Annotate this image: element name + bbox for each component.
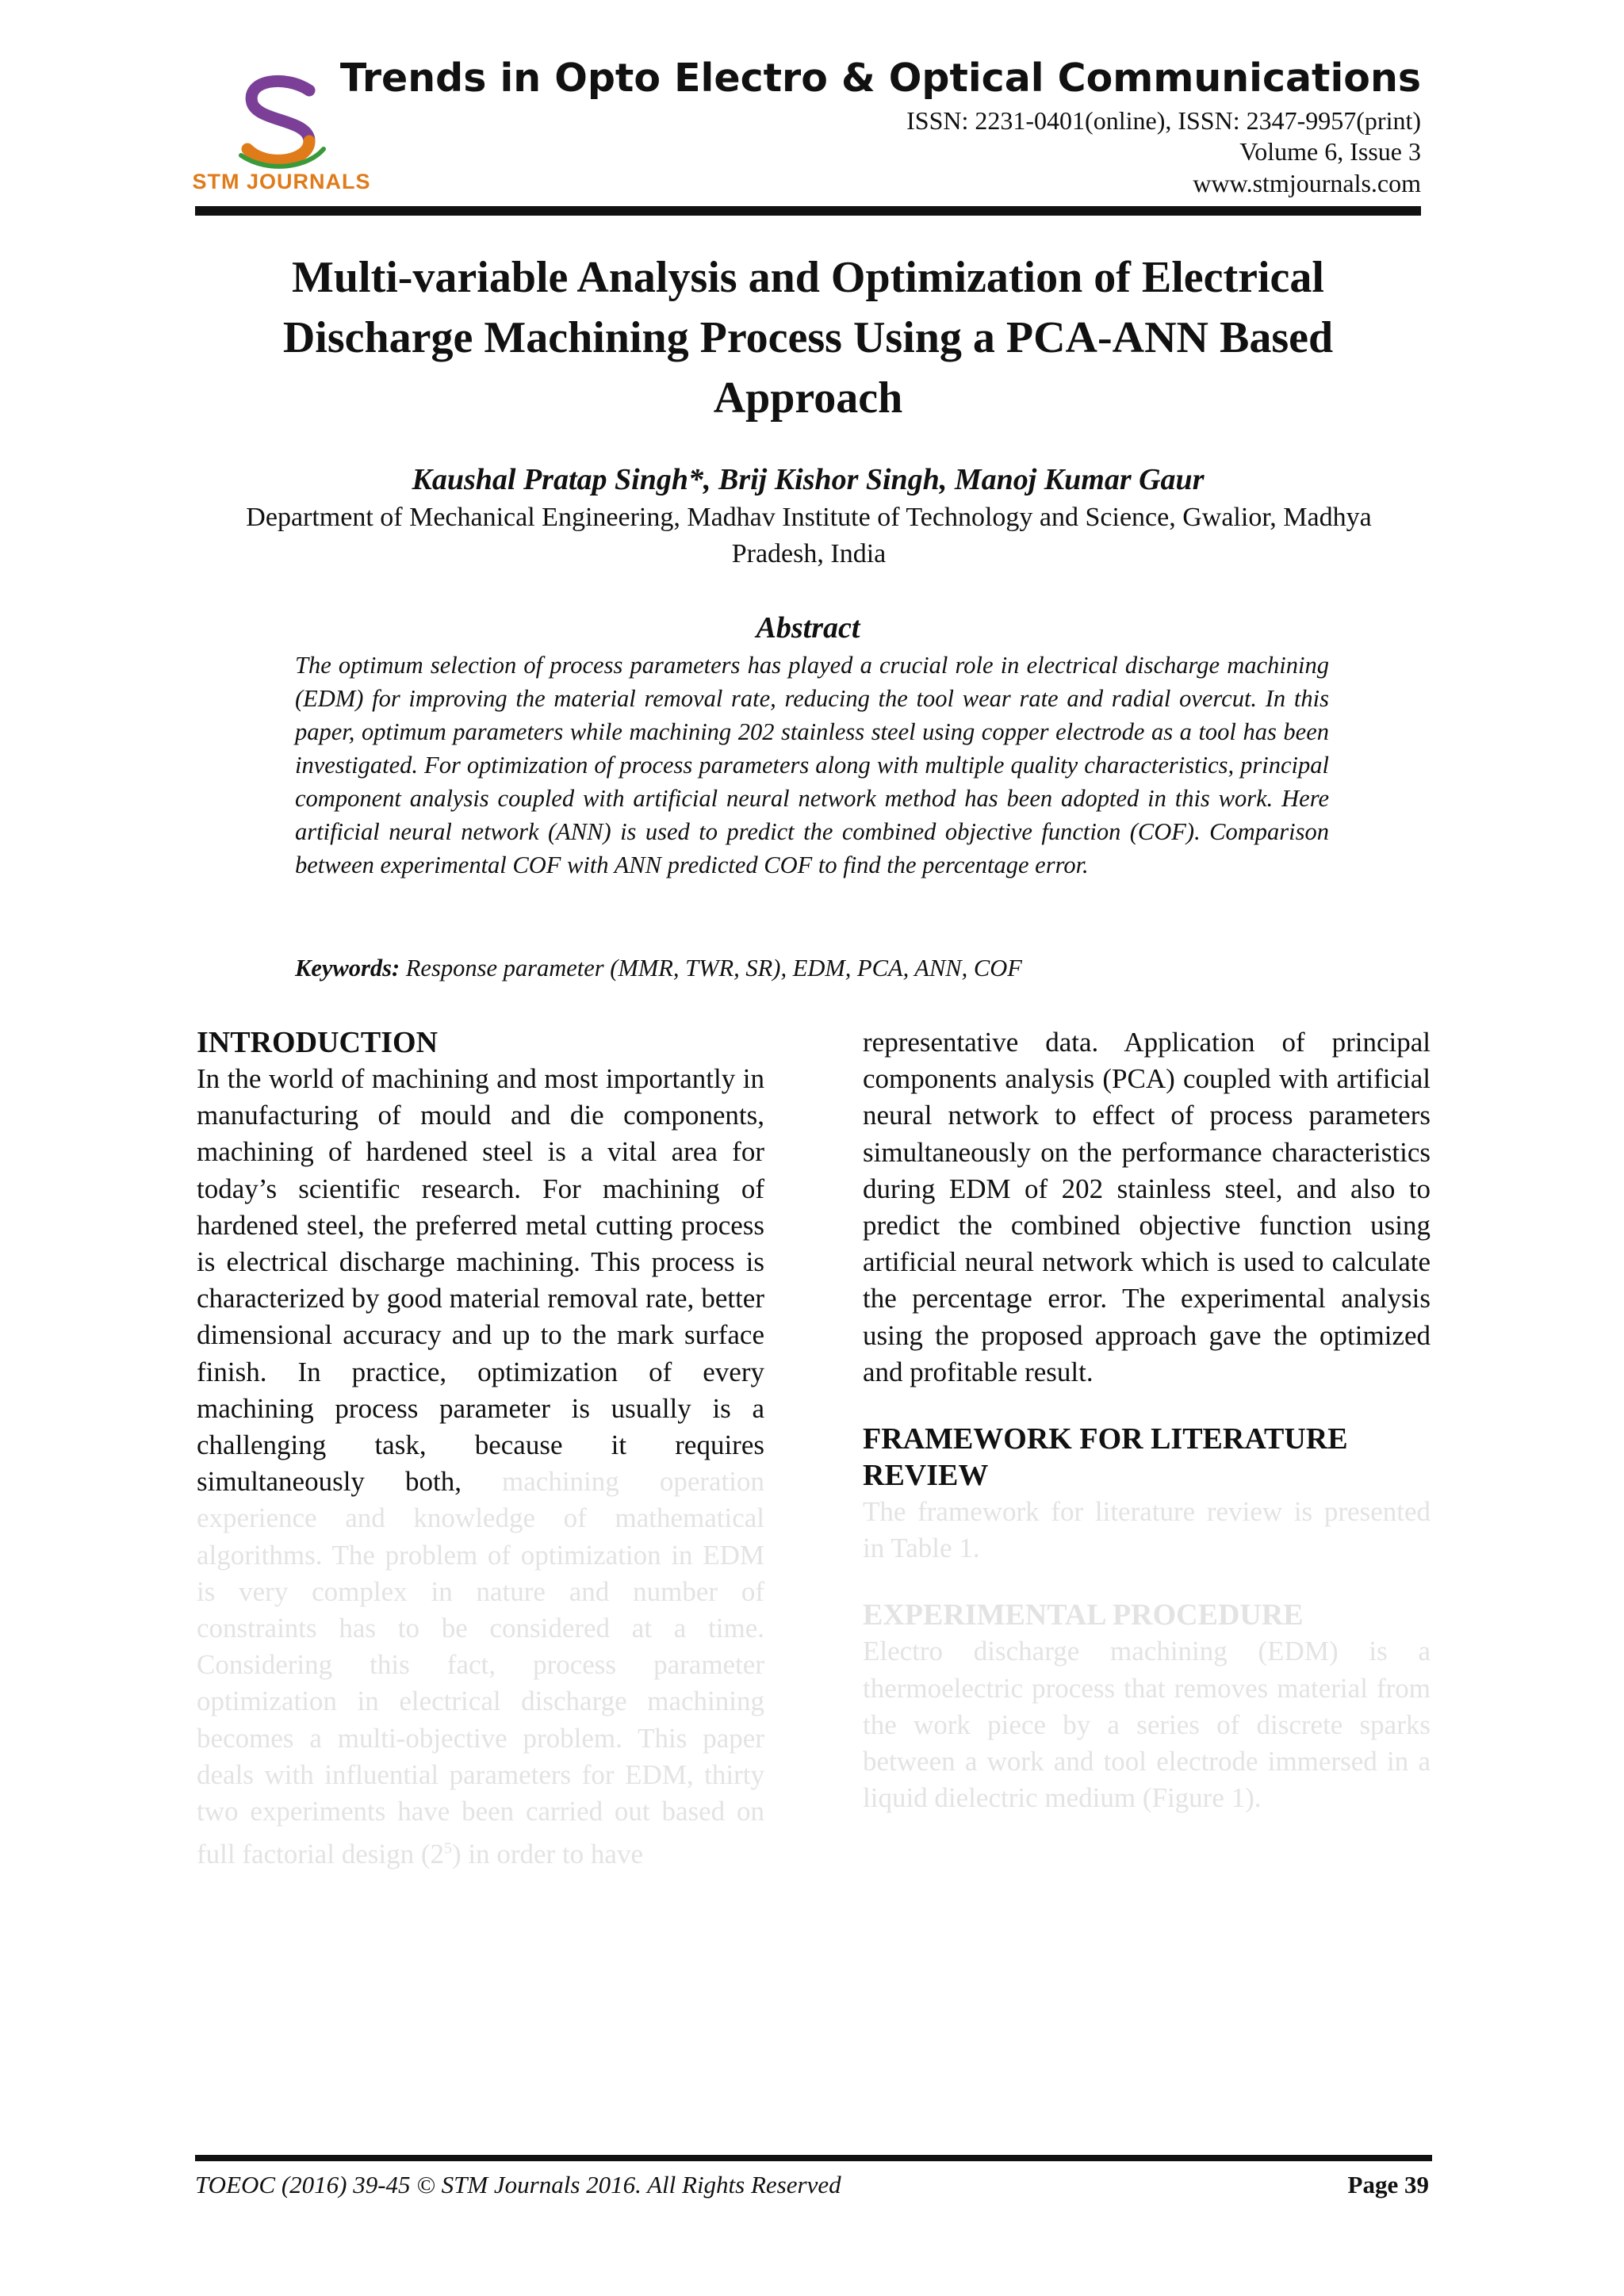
journal-title: Trends in Opto Electro & Optical Communications (339, 55, 1421, 101)
introduction-faded-text (197, 1466, 764, 1869)
exponent: 5 (443, 1839, 452, 1858)
section-heading-introduction: INTRODUCTION (197, 1026, 439, 1059)
right-column (863, 1024, 1431, 1816)
journal-website-link[interactable]: www.stmjournals.com (1193, 169, 1421, 197)
author-list: Kaushal Pratap Singh*, Brij Kishor Singh, Manoj Kumar Gaur (412, 463, 1205, 496)
abstract-body: The optimum selection of process parameters has played a crucial role in electrical discharge machining (EDM) for improving the material removal rate, reducing the tool wear rate and radial overcut. In this paper, optimum parameters while machining 202 stainless steel using copper electrode as a tool has been investigated. For optimization of process parameters along with multiple quality characteristics, principal component analysis coupled with artificial neural network method has been adopted in this work. Here artificial neural network (ANN) is used to predict the combined objective function (COF). Comparison between experimental COF with ANN predicted COF to find the percentage error. (295, 652, 1329, 878)
paper-title-line: Multi-variable Analysis and Optimization of Electrical (292, 253, 1324, 302)
volume-issue: Volume 6, Issue 3 (1239, 137, 1421, 166)
faded-text: machining operation experience and knowledge of mathematical algorithms. The problem of optimization in EDM is very complex in nature and number of constraints has to be considered at a time. Considering this fact, process parameter optimization in electrical discharge machining becomes a multi-objective problem. This paper deals with influential parameters for EDM, thirty two experiments have been carried out based on full factorial design (2 (197, 1466, 765, 1869)
keywords-list: Response parameter (MMR, TWR, SR), EDM, PCA, ANN, COF (405, 955, 1022, 982)
abstract-heading: Abstract (756, 611, 860, 645)
experimental-paragraph: Electro discharge machining (EDM) is a thermoelectric process that removes material from the work piece by a series of discrete sparks between a work and tool electrode immersed in a liquid dielectric medium (Figure 1). (863, 1636, 1431, 1814)
page-number: Page 39 (1347, 2171, 1429, 2198)
author-affiliation: Department of Mechanical Engineering, Madhav Institute of Technology and Science, Gwalior, Madhya Pradesh, India (246, 503, 1372, 568)
section-heading-framework: FRAMEWORK FOR LITERATURE REVIEW (863, 1422, 1348, 1493)
introduction-paragraph (197, 1061, 764, 1873)
left-column (197, 1024, 764, 1873)
introduction-continued: representative data. Application of principal components analysis (PCA) coupled with artificial neural network to effect of process parameters simultaneously on the performance characteristics during EDM of 202 stainless steel, and also to predict the combined objective function using artificial neural network which is used to calculate the percentage error. The experimental analysis using the proposed approach gave the optimized and profitable result. (863, 1027, 1431, 1387)
footer-citation: TOEOC (2016) 39-45 © STM Journals 2016. All Rights Reserved (195, 2171, 841, 2198)
section-heading-experimental: EXPERIMENTAL PROCEDURE (863, 1598, 1304, 1632)
faded-text-end: ) in order to have (451, 1838, 644, 1869)
footer-divider (195, 2155, 1432, 2161)
paper-title (195, 247, 1421, 428)
issn-line: ISSN: 2231-0401(online), ISSN: 2347-9957(print) (906, 106, 1421, 135)
paper-title-line: Approach (713, 373, 903, 423)
keywords-label: Keywords: (295, 955, 400, 982)
keywords (295, 951, 1329, 985)
framework-paragraph: The framework for literature review is presented in Table 1. (863, 1496, 1431, 1564)
logo-text: STM JOURNALS (192, 170, 371, 193)
introduction-text: In the world of machining and most importantly in manufacturing of mould and die components, machining of hardened steel is a vital area for today’s scientific research. For machining of hardened steel, the preferred metal cutting process is electrical discharge machining. This process is characterized by good material removal rate, better dimensional accuracy and up to the mark surface finish. In practice, optimization of every machining process parameter is usually is a challenging task, because it requires simultaneously both, (197, 1063, 764, 1498)
paper-title-line: Discharge Machining Process Using a PCA-ANN Based (282, 313, 1334, 362)
header-divider (195, 206, 1421, 216)
